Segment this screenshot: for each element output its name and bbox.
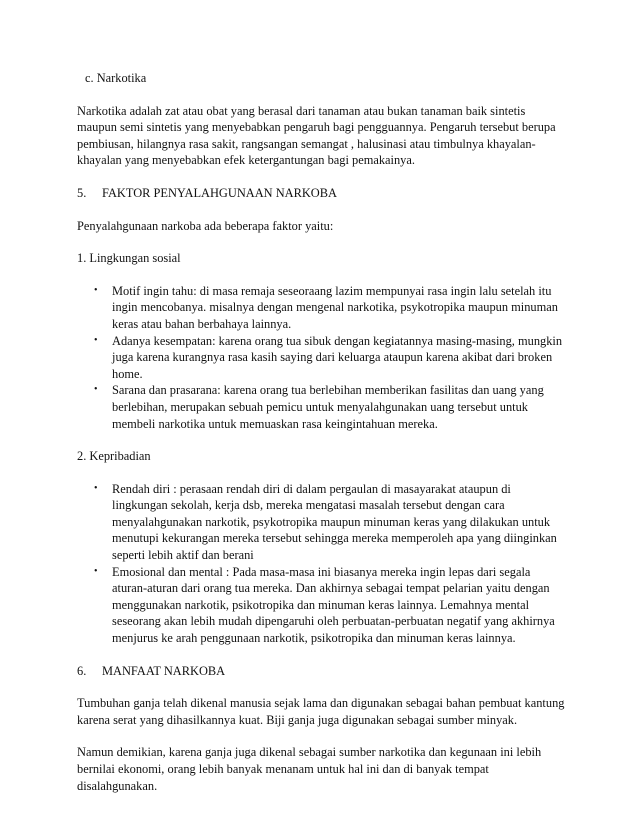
section-5-intro: Penyalahgunaan narkoba ada beberapa faktor yaitu: xyxy=(77,218,334,233)
section-6-paragraph-1: Tumbuhan ganja telah dikenal manusia sejak lama dan digunakan sebagai bahan pembuat kantung karena serat yang dihasilkannya kuat. Biji ganja juga digunakan sebagai sumber minyak. xyxy=(77,696,565,727)
subheading-narkotika: c. Narkotika xyxy=(85,71,147,85)
list-item xyxy=(77,283,565,333)
list-1 xyxy=(77,283,565,432)
section-5-number: 5. xyxy=(77,185,87,200)
list-item xyxy=(77,382,565,432)
list-item xyxy=(77,333,565,383)
section-6-number: 6. xyxy=(77,663,87,678)
section-6-heading xyxy=(77,663,565,680)
list-item-text: Motif ingin tahu: di masa remaja seseoraang lazim mempunyai rasa ingin lalu setelah itu ingin mencobanya. misalnya dengan mengenal narkotika, psykotropika maupun minuman keras atau bahan berbahaya lainnya. xyxy=(112,283,558,331)
bullet-icon: • xyxy=(94,482,98,494)
document-page xyxy=(77,70,565,810)
list-item-text: Rendah diri : perasaan rendah diri di dalam pergaulan di masayarakat ataupun di lingkungan sekolah, kerja dsb, mereka mengatasi masalah tersebut dengan cara menyalahgunakan narkotik, psykotropika maupun minuman keras yang dilakukan untuk menutupi kekurangan mereka tersebut sehingga mereka memperoleh apa yang diinginkan seperti lebih aktif dan berani xyxy=(112,481,557,563)
list-item-text: Sarana dan prasarana: karena orang tua berlebihan memberikan fasilitas dan uang yang berlebihan, merupakan sebuah pemicu untuk menyalahgunakan uang tersebut untuk membeli narkotika untuk memuaskan rasa keingintahuan mereka. xyxy=(112,383,544,431)
list-item-text: Emosional dan mental : Pada masa-masa ini biasanya mereka ingin lepas dari segala aturan-aturan dari orang tua mereka. Dan akhirnya sebagai tempat pelarian yaitu dengan menggunakan narkotik, psikotropika dan minuman keras lainnya. Lemahnya mental seseorang akan lebih mudah dipengaruhi oleh perbuatan-perbuatan negatif yang akhirnya menjurus ke arah penggunaan narkotik, psikotropika dan minuman keras lainnya. xyxy=(112,564,555,646)
section-6-title: MANFAAT NARKOBA xyxy=(102,663,226,678)
bullet-icon: • xyxy=(94,334,98,346)
intro-paragraph: Narkotika adalah zat atau obat yang berasal dari tanaman atau bukan tanaman baik sintetis maupun semi sintetis yang menyebabkan pengaruh bagi pengguannya. Pengaruh tersebut berupa pembiusan, hilangnya rasa sakit, rangsangan semangat , halusinasi atau timbulnya khayalan-khayalan yang menyebabkan efek ketergantungan bagi pemakainya. xyxy=(77,103,556,168)
bullet-icon: • xyxy=(94,565,98,577)
bullet-icon: • xyxy=(94,284,98,296)
list-item xyxy=(77,564,565,647)
list-2-title: 2. Kepribadian xyxy=(77,449,151,464)
list-item xyxy=(77,481,565,564)
section-6-paragraph-2: Namun demikian, karena ganja juga dikenal sebagai sumber narkotika dan kegunaan ini lebih bernilai ekonomi, orang lebih banyak menanam untuk hal ini dan di banyak tempat disalahgunakan. xyxy=(77,745,542,793)
list-item-text: Adanya kesempatan: karena orang tua sibuk dengan kegiatannya masing-masing, mungkin juga karena kurangnya rasa kasih saying dari keluarga ataupun karena akibat dari broken home. xyxy=(112,333,563,381)
list-1-title: 1. Lingkungan sosial xyxy=(77,251,181,266)
list-2 xyxy=(77,481,565,647)
bullet-icon: • xyxy=(94,384,98,396)
section-5-heading xyxy=(77,185,565,202)
section-5-title: FAKTOR PENYALAHGUNAAN NARKOBA xyxy=(102,185,337,200)
